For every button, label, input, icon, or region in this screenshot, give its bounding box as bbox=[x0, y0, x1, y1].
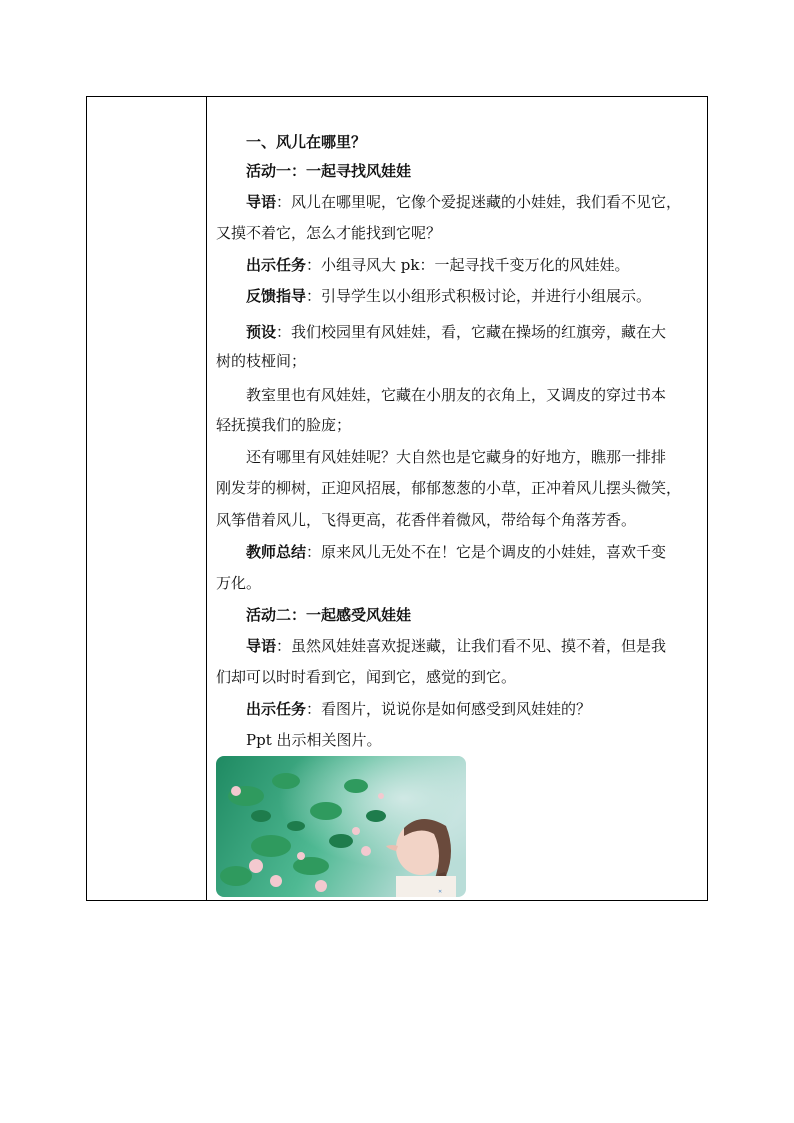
intro-two-line2: 们却可以时时看到它，闻到它，感觉的到它。 bbox=[216, 668, 517, 686]
feedback-guidance: 反馈指导：引导学生以小组形式积极讨论，并进行小组展示。 bbox=[246, 287, 652, 305]
table-left-column bbox=[87, 97, 207, 900]
intro-one-line1: 导语：风儿在哪里呢，它像个爱捉迷藏的小娃娃，我们看不见它， bbox=[246, 193, 682, 211]
section-heading: 一、风儿在哪里？ bbox=[246, 133, 367, 151]
ppt-note: Ppt 出示相关图片。 bbox=[246, 731, 382, 749]
task-one-label: 出示任务 bbox=[246, 256, 307, 274]
nature-line2: 刚发芽的柳树，正迎风招展，郁郁葱葱的小草，正冲着风儿摆头微笑， bbox=[216, 479, 682, 497]
intro-one-label: 导语 bbox=[246, 193, 277, 211]
summary-line2: 万化。 bbox=[216, 574, 262, 592]
preset-line1: 预设：我们校园里有风娃娃，看，它藏在操场的红旗旁，藏在大 bbox=[246, 323, 667, 341]
task-one: 出示任务：小组寻风大 pk：一起寻找千变万化的风娃娃。 bbox=[246, 256, 630, 274]
table-content-column bbox=[208, 97, 707, 900]
intro-two-label: 导语 bbox=[246, 637, 277, 655]
activity-two-title: 活动二：一起感受风娃娃 bbox=[246, 606, 412, 624]
summary-label: 教师总结 bbox=[246, 543, 307, 561]
nature-line3: 风筝借着风儿，飞得更高，花香伴着微风，带给每个角落芳香。 bbox=[216, 511, 637, 529]
classroom-line2: 轻抚摸我们的脸庞； bbox=[216, 416, 352, 434]
lesson-table bbox=[86, 96, 708, 901]
task-two-label: 出示任务 bbox=[246, 700, 307, 718]
classroom-line1: 教室里也有风娃娃，它藏在小朋友的衣角上，又调皮的穿过书本 bbox=[246, 386, 667, 404]
preset-label: 预设 bbox=[246, 323, 277, 341]
activity-one-title: 活动一：一起寻找风娃娃 bbox=[246, 162, 412, 180]
preset-line2: 树的枝桠间； bbox=[216, 352, 307, 370]
intro-one-line2: 又摸不着它，怎么才能找到它呢？ bbox=[216, 224, 442, 242]
summary-line1: 教师总结：原来风儿无处不在！它是个调皮的小娃娃，喜欢千变 bbox=[246, 543, 667, 561]
girl-smelling-flowers-photo bbox=[216, 756, 466, 897]
svg-text:✕: ✕ bbox=[438, 889, 443, 895]
feedback-label: 反馈指导 bbox=[246, 287, 307, 305]
intro-two-line1: 导语：虽然风娃娃喜欢捉迷藏，让我们看不见、摸不着，但是我 bbox=[246, 637, 667, 655]
task-two: 出示任务：看图片，说说你是如何感受到风娃娃的？ bbox=[246, 700, 592, 718]
nature-line1: 还有哪里有风娃娃呢？大自然也是它藏身的好地方，瞧那一排排 bbox=[246, 448, 667, 466]
